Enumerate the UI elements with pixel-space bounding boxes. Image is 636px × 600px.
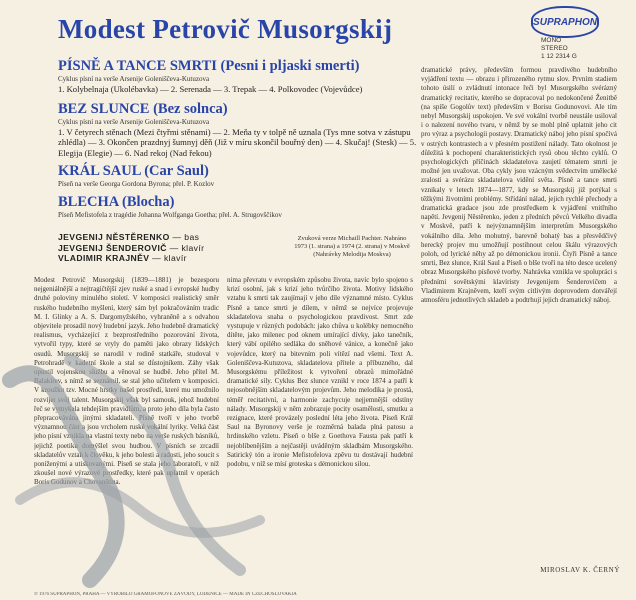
catalog-number: 1 12 2314 G (541, 53, 577, 60)
song-movements: 1. Kolybelnaja (Ukolébavka) — 2. Serenada — 3. Trepak — 4. Polkovodec (Vojevůdce) (58, 84, 363, 94)
song-1 (58, 58, 418, 95)
author-signature: MIROSLAV K. ČERNÝ (540, 566, 620, 574)
song-title: BLECHA (Blocha) (58, 194, 175, 210)
song-subtitle: Píseň Mefistofela z tragédie Johanna Wolfganga Goetha; přel. A. Strugovščikov (58, 211, 282, 219)
song-title: PÍSNĚ A TANCE SMRTI (Pesni i pljaski smerti) (58, 58, 360, 74)
performer: JEVGENIJ ŠENDEROVIČ — klavír (58, 242, 205, 253)
song-subtitle: Cyklus písní na verše Arsenije Goleniščeva-Kutuzova (58, 117, 210, 126)
catalog-info (541, 37, 601, 61)
performer: JEVGENIJ NĚSTĚRENKO — bas (58, 232, 200, 242)
performer-role: bas (184, 232, 200, 242)
song-movements: 1. V četyrech stěnach (Mezi čtyřmi stěnami) — 2. Meňa ty v tolpě ně uznala (Tys mne sotva v zástupu zhlédla) — 3. Okončen prazdnyj šumnyj děň (Již v míru skončil bouřný den) — 4. Skučaj! (Stesk) — 5. Elegija (Elegie) — 6. Nad rekoj (Nad řekou) (58, 126, 417, 158)
liner-notes-column-3: dramatické právy, především formou pravdivého hudebního vyjádření textu — obrazu i přirozeného rytmu slov. Prvním stadiem tohoto úsilí o zvládnutí intonace řeči byl Musorgského svérázný dramatický recitativ, kterého se dopracoval po nedokončené Ženitbě (na spíše Gogolův text) především v Borisu Godunovovi. Ale tím nebyl Musorgskij uspokojen. Ve své vokální tvorbě neustále usiloval i o nalezení nového tvaru, v němž by se mohl plně uplatnit jeho cit pro výraz a psychologii postavy. Dramatický náboj jeho písní spočívá v ostrých kontrastech a v přesném postižení nálady. Tato okolnost je důležitá k pochopení charakteristických rysů obou těchto cyklů. O psychologických příčinách skladatelova zaujetí tématem smrti je možné jen uvažovat. Oba cykly jsou vzácným svědectvím umělecké zralosti a svérázu skladatelova vidění světa. Písně a tance smrti vznikaly v letech 1874—1877, kdy se Musorgskij již potýkal s těžkými životními problémy. Střídání nálad, jejich rychlé přechody a dramatická gradace jsou zde prostředkem k vyjádření vnitřního napětí. Jevgenij Něstěrenko, jeden z předních pěvců Velkého divadla v Moskvě, patří k nejvýznamnějším interpretům Musorgského vokálního díla. Jeho mohutný, barevně bohatý bas a přesvědčivý herecký projev mu umožňují postihnout celou škálu výrazových poloh, od lyrické něhy až po démonickou ironii. Čtyři Písně a tance smrti, Bez slunce, Král Saul a Píseň o blše tvoří na této desce ucelený obraz Musorgského písňové tvorby. Nahrávka vznikla ve spolupráci s předními sovětskými klavíristy Jevgenijem Šenderovičem a Vladimirem Krajněvem, kteří svým citlivým doprovodem dotvářejí atmosféru jednotlivých skladeb a podtrhují jejich dramatický náboj. (421, 66, 617, 305)
song-title: KRÁL SAUL (Car Saul) (58, 163, 209, 179)
performer-role: klavír (163, 253, 187, 263)
performer-name: JEVGENIJ NĚSTĚRENKO (58, 232, 170, 242)
supraphon-logo: SUPRAPHON (531, 6, 599, 38)
performer: VLADIMIR KRAJNĚV — klavír (58, 253, 187, 263)
catalog-line: MONO (541, 37, 562, 44)
catalog-line: STEREO (541, 45, 568, 52)
composer-title: Modest Petrovič Musorgskij (58, 14, 393, 44)
song-3 (58, 163, 418, 189)
song-2 (58, 101, 418, 159)
performer-name: VLADIMIR KRAJNĚV (58, 253, 150, 263)
song-subtitle: Píseň na verše Georga Gordona Byrona; přel. P. Kozlov (58, 180, 215, 188)
tracklist (58, 58, 418, 224)
performer-role: klavír (181, 242, 205, 253)
recording-note: Zvuková verze Michaill Pachter. Nahráno 1973 (1. strana) a 1974 (2. strana) v Moskvě (Nahrávky Melodija Moskva) (294, 235, 410, 258)
song-subtitle: Cyklus písní na verše Arsenije Goleniščeva-Kutuzova (58, 75, 210, 83)
liner-notes-column-1: Modest Petrovič Musorgskij (1839—1881) je bezesporu nejgeniálnější a nejtragičtější zjev ruské a snad i evropské hudby druhé poloviny minulého století. V komposici realistický směr ruského hudebního myšlení, který sám byl pokračováním tradic M. I. Glinky a A. S. Dargomyžského, vyhraněně a s odvahou objevitele prosadil nový hudební jazyk. Jeho hudebně dramatický realismus, vycházející z bezprostředního pozorování života, vytvořil typy, které se vryly do paměti jako obrazy lidských osudů. Musorgskij se narodil v rodině statkáře, studoval v Petrohradě v kadetní škole a stal se důstojníkem. Záhy však opustil vojenskou službu a věnoval se hudbě. Jeho přítel M. Balakirev, s nímž se seznámil, se stal jeho učitelem v komposici. V kroužku tzv. Mocné hrstky našel prostředí, které mu umožnilo rozvíjet svůj talent. Musorgskij však byl samouk, jehož hudební řeč se vymykala tehdejším pravidlům, a proto jeho díla byla často přepracovávána jinými skladateli. Písně tvoří v jeho tvorbě významnou část a jsou vrcholem ruské vokální lyriky. Velká část jeho písní vznikla na vlastní texty nebo na verše ruských básníků, jejichž poetiku domýšlel svou hudbou. V písních se zrcadlí skladatelův vztah k člověku, k jeho bolesti a radosti, jeho soucit s poníženými a utiskovanými. Píseň se stala jeho laboratoří, v níž zkoušel nové výrazové prostředky, které pak uplatnil v operách Boris Godunov a Chovanština. (34, 276, 219, 487)
song-4 (58, 194, 418, 220)
performer-name: JEVGENIJ ŠENDEROVIČ (58, 242, 167, 253)
performers (58, 232, 288, 264)
song-title: BEZ SLUNCE (Bez solnca) (58, 100, 228, 117)
liner-notes-column-2: nima převratu v evropském způsobu života, navíc bylo spojeno s krizí osobní, jak s krizí jeho tvůrčího života. Motivy lidského vztahu k smrti tak zaujímají v jeho díle významné místo. Cyklus Písně a tance smrti je dílem, v němž se nejvíce projevuje skladatelova snaha o psychologickou pravdivost. Smrt zde vystupuje v různých podobách: jako chůva u kolébky nemocného dítěte, jako milenec pod oknem umírající dívky, jako tanečník, který vábí opilého sedláka do sněhové vánice, a konečně jako vojevůdce, který na bitevním poli vítězí nad všemi. Text A. Goleniščeva-Kutuzova, skladatelova přítele a příbuzného, dal Musorgskému příležitost k vytvoření obrazů mimořádné dramatické síly. Cyklus Bez slunce vznikl v roce 1874 a patří k nejosobnějším skladatelovým projevům. Jeho melodika je prostá, téměř recitativní, a harmonie zachycuje nejjemnější odstíny nálady. Musorgskij v něm zobrazuje pocity osamělosti, smutku a rezignace, které provázely poslední léta jeho života. Píseň Král Saul na Byronovy verše je rozměrná balada plná patosu a hrdinského vzletu. Píseň o blše z Goethova Fausta pak patří k nejoblíbenějším a nejčastěji uváděným skladbám Musorgského. Satirický tón a ironie Mefistofelova zpěvu tu dostávají hudební podobu, v níž se mísí groteska s démonickou silou. (227, 276, 413, 469)
footer-credits: ℗ 1976 SUPRAPHON, PRAHA — VYROBILO GRAMOFONOVÉ ZÁVODY, LODĚNICE — MADE IN CZECHOSLOVAKIA (34, 592, 297, 597)
